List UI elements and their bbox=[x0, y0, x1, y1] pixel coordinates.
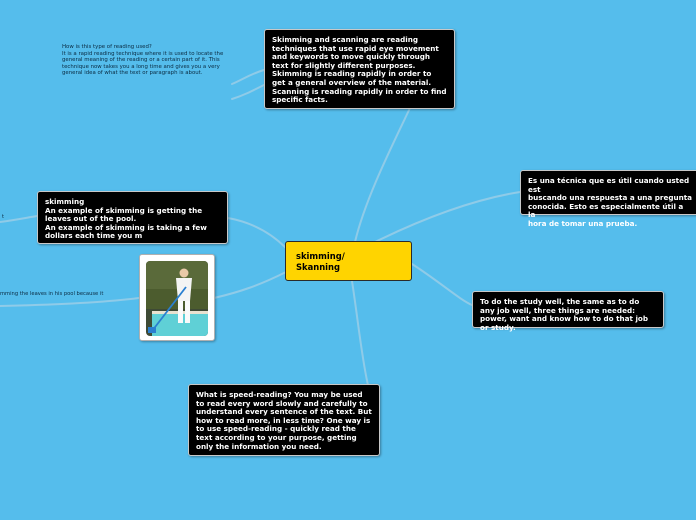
connector-note-2 bbox=[232, 85, 264, 99]
node-skimming-scanning-definition[interactable]: Skimming and scanning are reading techniques that use rapid eye movement and keywords to move quickly through text for slightly different purposes. Skimming is reading rapidly in order to get a general overview of the material. Scanning is reading rapidly in order to find specific facts. bbox=[264, 29, 455, 109]
node-study-well[interactable]: To do the study well, the same as to do any job well, three things are needed: power, want and know how to do that job or study. bbox=[472, 291, 664, 328]
node-skimming-examples[interactable]: skimming An example of skimming is getting the leaves out of the pool. An example of skimming is taking a few dollars each time you m bbox=[37, 191, 228, 244]
central-topic[interactable]: skimming/ Skanning bbox=[285, 241, 412, 281]
pool-skimming-photo bbox=[146, 261, 208, 336]
image-node-pool-skimming[interactable] bbox=[139, 254, 215, 341]
note-how-used: How is this type of reading used? It is a rapid reading technique where it is used to locate the general meaning of the reading or a certain part of it. This technique now takes you a long time and gives you a very general idea of what the text or paragraph is about. bbox=[62, 44, 224, 76]
connector-right-middle bbox=[412, 264, 472, 305]
connector-image bbox=[214, 272, 286, 298]
connector-skimming bbox=[228, 218, 286, 248]
connector-left-2 bbox=[0, 298, 139, 306]
edge-text-left-1: t bbox=[2, 214, 5, 220]
connector-top bbox=[355, 108, 410, 242]
connector-speed-reading bbox=[352, 281, 368, 385]
node-speed-reading[interactable]: What is speed-reading? You may be used to read every word slowly and carefully to understand every sentence of the text. But how to read more, in less time? One way is to use speed-reading - quickly read the text according to your purpose, getting only the information you need. bbox=[188, 384, 380, 456]
connector-left-1 bbox=[0, 216, 37, 222]
connector-spanish bbox=[375, 192, 520, 242]
edge-text-left-2: mming the leaves in his pool because it bbox=[0, 291, 104, 297]
node-spanish-technique[interactable]: Es una técnica que es útil cuando usted est buscando una respuesta a una pregunta conocida. Esto es especialmente útil a la hora de tomar una prueba. bbox=[520, 170, 696, 215]
